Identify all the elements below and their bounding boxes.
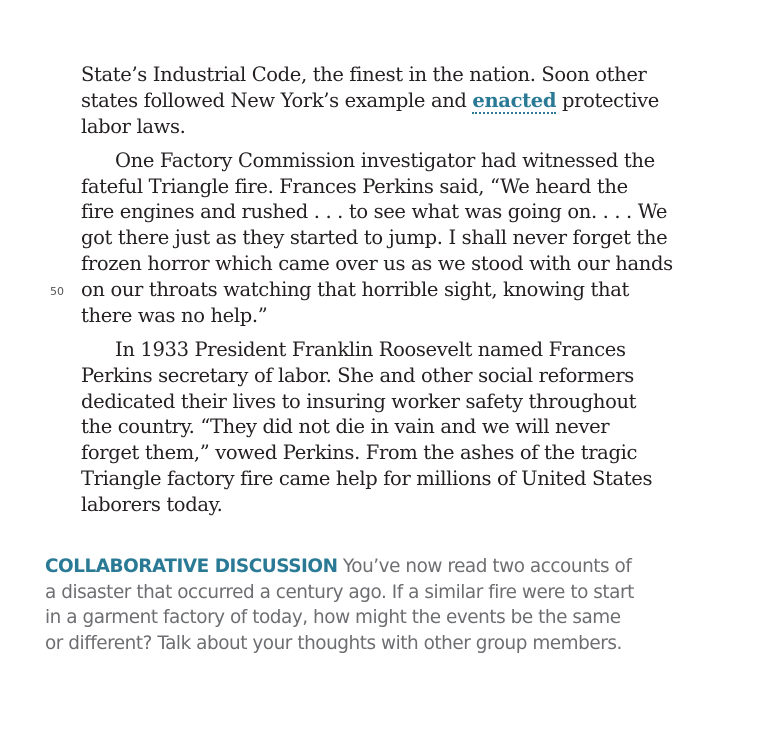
passage-line: forget them,” vowed Perkins. From the ashes of the tragic	[81, 441, 638, 465]
passage-line: Triangle factory fire came help for millions of United States	[81, 466, 653, 490]
passage-line: there was no help.”	[81, 303, 268, 327]
passage-text: states followed New York’s example and	[81, 88, 473, 112]
passage-line: fire engines and rushed . . . to see what was going on. . . . We	[81, 200, 668, 224]
discussion-line: a disaster that occurred a century ago. If a similar fire were to start	[45, 581, 634, 603]
passage-line	[81, 88, 659, 114]
passage-line: State’s Industrial Code, the finest in the nation. Soon other	[81, 63, 647, 86]
discussion-heading: COLLABORATIVE DISCUSSION	[45, 556, 338, 577]
paragraph-spacer	[81, 139, 651, 148]
discussion-text: You’ve now read two accounts of	[337, 556, 632, 577]
paragraph-spacer	[81, 328, 651, 337]
reading-passage	[81, 62, 673, 518]
passage-line: In 1933 President Franklin Roosevelt named Frances	[115, 337, 626, 361]
discussion-line	[45, 554, 665, 580]
passage-line: dedicated their lives to insuring worker safety throughout	[81, 389, 637, 413]
collaborative-discussion	[45, 554, 665, 656]
passage-line: fateful Triangle fire. Frances Perkins said, “We heard the	[81, 174, 628, 198]
discussion-line: or different? Talk about your thoughts with other group members.	[45, 632, 622, 654]
passage-line: the country. “They did not die in vain and we will never	[81, 415, 610, 439]
passage-line: on our throats watching that horrible sight, knowing that	[81, 277, 629, 301]
vocabulary-word-enacted[interactable]: enacted	[472, 88, 557, 112]
passage-line: got there just as they started to jump. I shall never forget the	[81, 226, 668, 250]
passage-line: frozen horror which came over us as we stood with our hands	[81, 252, 673, 276]
discussion-line: in a garment factory of today, how might the events be the same	[45, 607, 621, 629]
passage-line: One Factory Commission investigator had witnessed the	[115, 148, 655, 172]
line-number: 50	[50, 285, 64, 298]
passage-text: protective	[556, 88, 659, 112]
passage-line: labor laws.	[81, 114, 186, 138]
passage-line: laborers today.	[81, 492, 223, 516]
passage-line: Perkins secretary of labor. She and other social reformers	[81, 363, 634, 387]
